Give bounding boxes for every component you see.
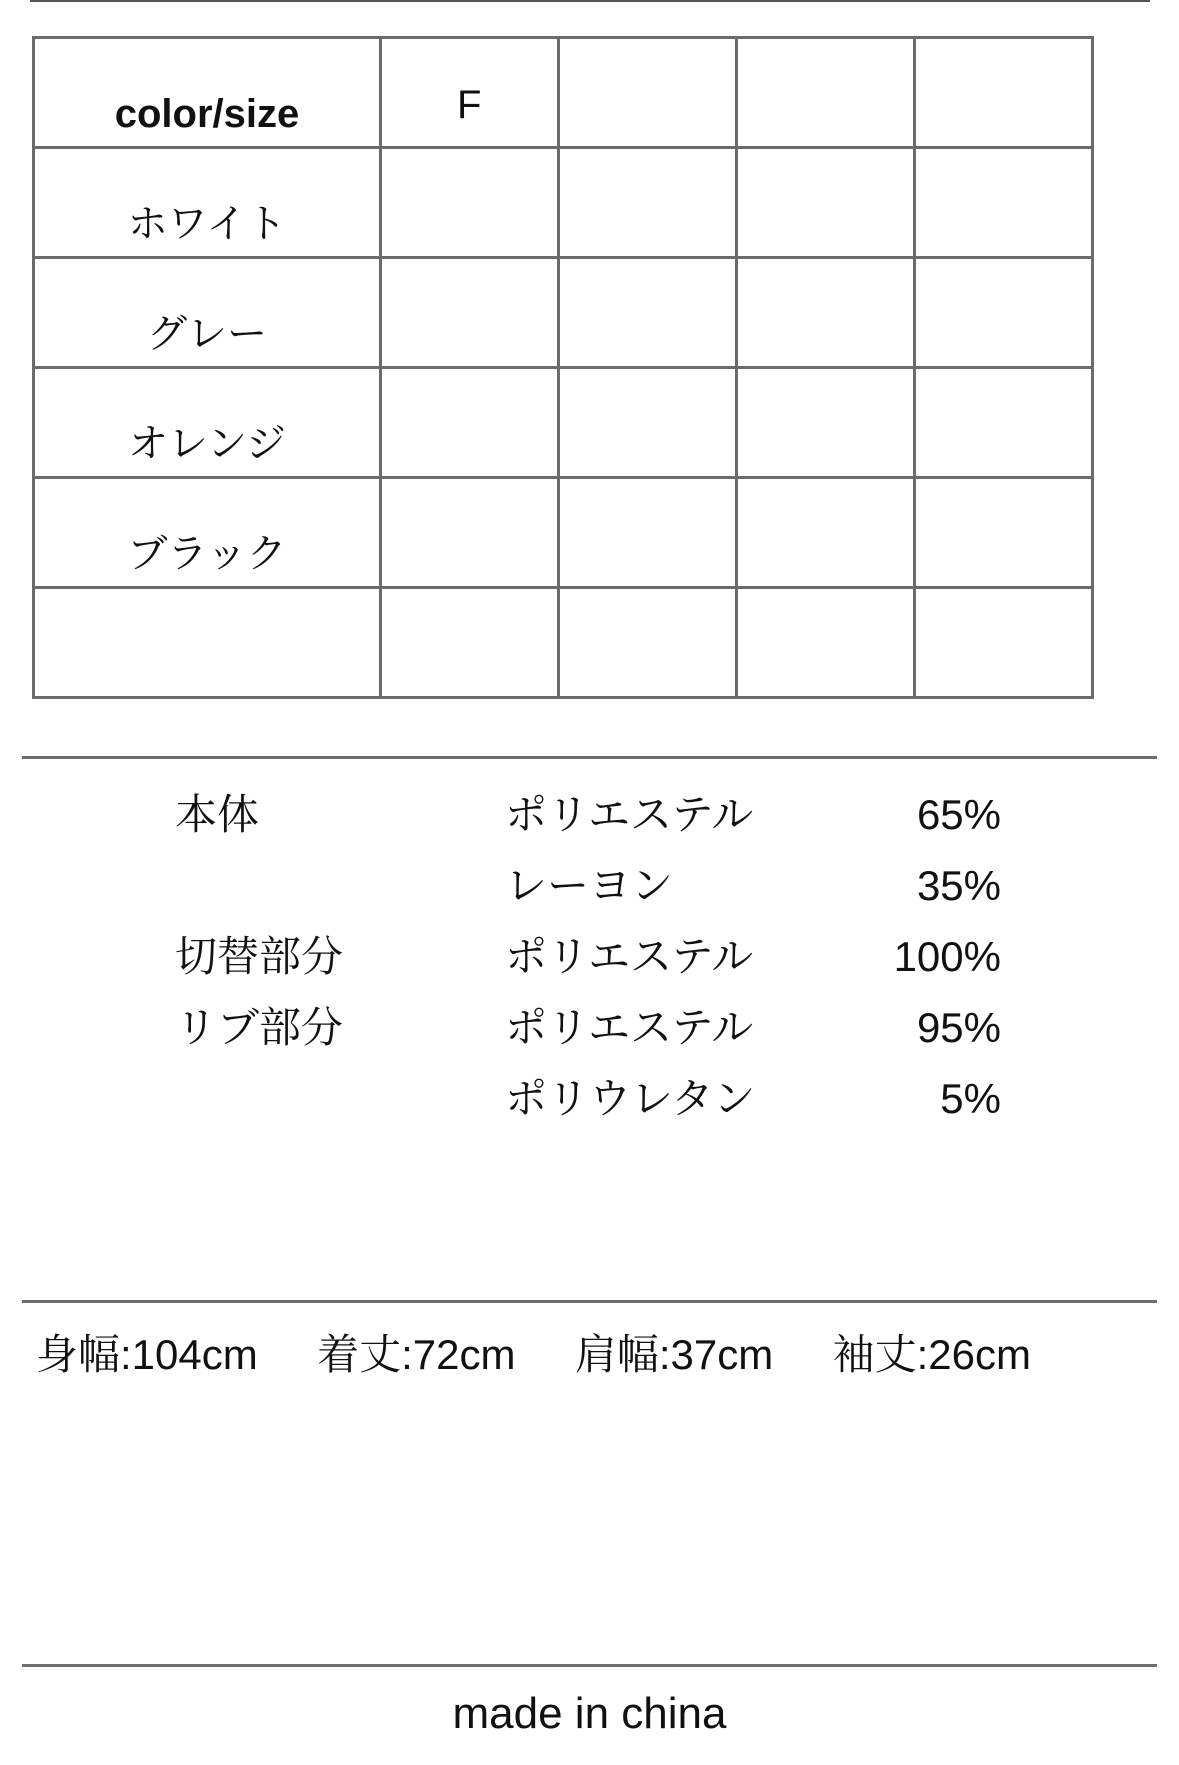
table-cell [559, 258, 737, 368]
measurement-item: 肩幅:37cm [574, 1330, 774, 1379]
table-cell [381, 258, 559, 368]
material-part: 本体 [175, 790, 260, 839]
material-row [0, 785, 1179, 845]
material-fiber: ポリエステル [505, 932, 754, 981]
section-divider [22, 1664, 1157, 1667]
table-cell [381, 368, 559, 478]
material-row [0, 856, 1179, 916]
table-cell [381, 148, 559, 258]
material-fiber: ポリエステル [505, 790, 754, 839]
material-row [0, 998, 1179, 1058]
material-percent: 5% [940, 1075, 1001, 1122]
material-part: リブ部分 [175, 1003, 344, 1052]
table-cell [381, 588, 559, 698]
table-cell [737, 368, 915, 478]
table-row [34, 258, 1093, 368]
table-row [34, 588, 1093, 698]
table-cell [915, 588, 1093, 698]
table-header-row [34, 38, 1093, 148]
table-cell [559, 368, 737, 478]
measurement-item: 身幅:104cm [36, 1330, 258, 1379]
color-cell: ブラック [34, 478, 381, 588]
color-cell: ホワイト [34, 148, 381, 258]
material-percent: 65% [916, 791, 1001, 838]
section-divider [22, 1300, 1157, 1303]
table-cell [737, 478, 915, 588]
table-cell [737, 258, 915, 368]
table-cell [915, 478, 1093, 588]
table-cell [915, 368, 1093, 478]
material-part: 切替部分 [175, 932, 344, 981]
material-row [0, 927, 1179, 987]
table-header-cell: color/size [34, 38, 381, 148]
measurements [36, 1325, 1031, 1385]
material-percent: 95% [916, 1004, 1001, 1051]
table-row [34, 368, 1093, 478]
table-cell [915, 148, 1093, 258]
color-cell: オレンジ [34, 368, 381, 478]
size-table [32, 36, 1094, 699]
table-header-cell [559, 38, 737, 148]
color-cell: グレー [34, 258, 381, 368]
color-cell [34, 588, 381, 698]
table-header-cell [737, 38, 915, 148]
table-header-cell: F [381, 38, 559, 148]
material-fiber: ポリエステル [505, 1003, 754, 1052]
table-cell [915, 258, 1093, 368]
measurement-item: 着丈:72cm [317, 1330, 516, 1379]
material-fiber: ポリウレタン [505, 1074, 756, 1123]
origin-label: made in china [452, 1689, 727, 1738]
table-row [34, 148, 1093, 258]
table-cell [737, 148, 915, 258]
section-divider [22, 756, 1157, 759]
material-fiber: レーヨン [505, 861, 674, 910]
top-divider [30, 0, 1150, 2]
measurement-item: 袖丈:26cm [832, 1330, 1031, 1379]
table-cell [559, 478, 737, 588]
material-percent: 35% [916, 862, 1001, 909]
table-cell [737, 588, 915, 698]
material-row [0, 1069, 1179, 1129]
table-cell [381, 478, 559, 588]
table-row [34, 478, 1093, 588]
table-cell [559, 148, 737, 258]
table-cell [559, 588, 737, 698]
table-header-cell [915, 38, 1093, 148]
material-percent: 100% [893, 933, 1001, 980]
